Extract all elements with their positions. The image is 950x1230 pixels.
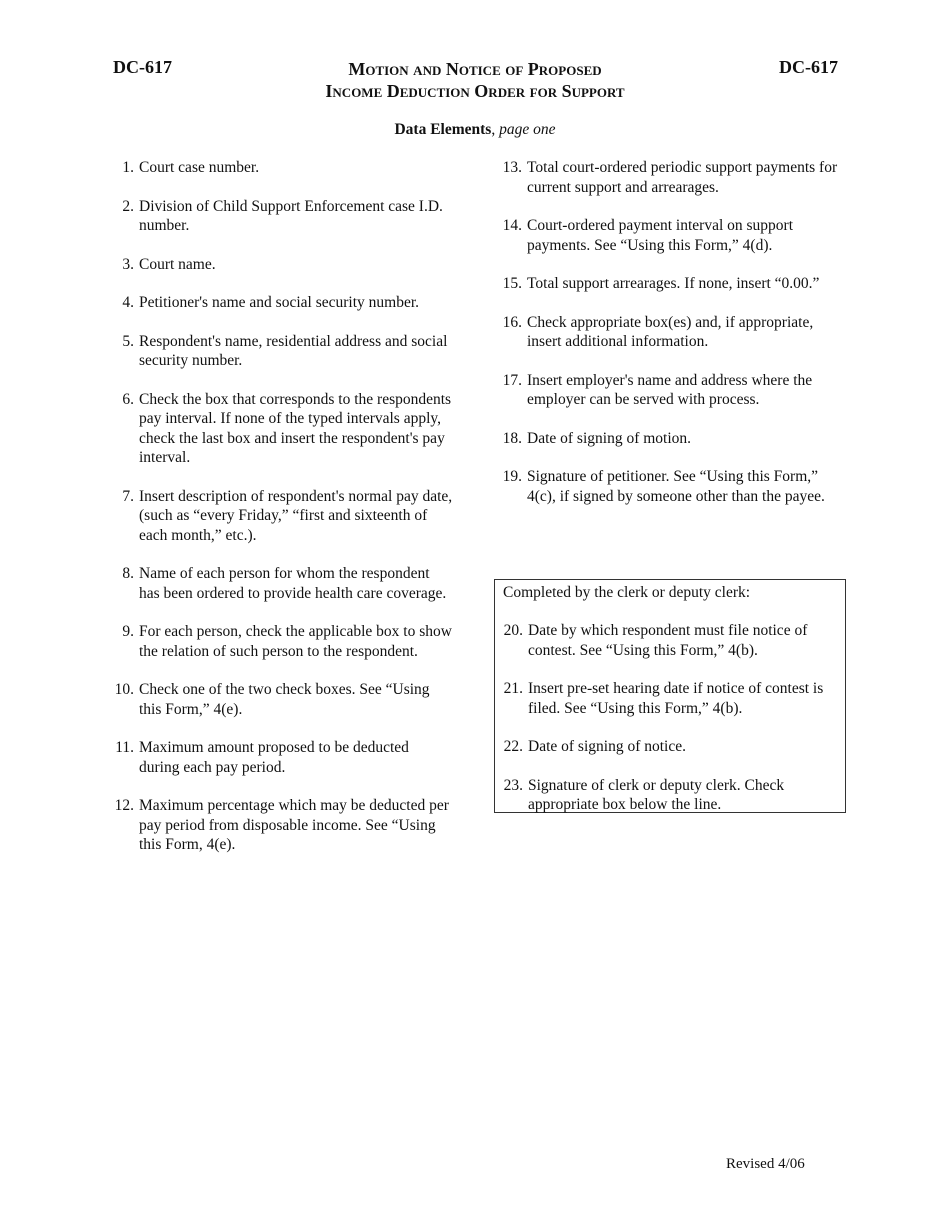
form-number-left: DC-617	[113, 57, 172, 77]
list-item	[496, 216, 841, 255]
item-text: Division of Child Support Enforcement case I.D. number.	[139, 197, 443, 234]
list-item	[108, 293, 453, 313]
list-item	[496, 371, 841, 410]
subtitle-bold: Data Elements	[394, 121, 492, 138]
list-item	[496, 158, 841, 197]
item-number: 20.	[503, 622, 523, 639]
item-text: Insert employer's name and address where the employer can be served with process.	[527, 371, 813, 408]
item-number: 9.	[122, 623, 134, 640]
item-text: Total court-ordered periodic support payments for current support and arrearages.	[527, 159, 838, 196]
item-text: Date by which respondent must file notice of contest. See “Using this Form,” 4(b).	[528, 622, 808, 659]
list-item	[497, 621, 837, 660]
clerk-section-heading: Completed by the clerk or deputy clerk:	[503, 584, 751, 601]
list-item	[108, 796, 453, 855]
item-text: Respondent's name, residential address and social security number.	[139, 332, 448, 369]
item-number: 4.	[122, 294, 134, 311]
item-number: 2.	[122, 197, 134, 215]
clerk-item-list	[497, 621, 837, 834]
list-item	[108, 564, 453, 603]
item-number: 15.	[502, 275, 522, 292]
list-item	[496, 313, 841, 352]
item-number: 5.	[122, 332, 134, 350]
item-number: 21.	[503, 680, 523, 697]
item-text: Signature of clerk or deputy clerk. Check appropriate box below the line.	[528, 776, 785, 813]
list-item	[497, 679, 837, 718]
item-number: 18.	[502, 429, 522, 447]
item-text: Name of each person for whom the respondent has been ordered to provide health care coverage.	[139, 565, 447, 602]
item-number: 10.	[114, 681, 134, 698]
form-number-right: DC-617	[779, 57, 838, 77]
page-title	[0, 58, 950, 102]
list-item	[108, 738, 453, 777]
item-text: Court case number.	[139, 159, 260, 176]
item-text: Signature of petitioner. See “Using this Form,” 4(c), if signed by someone other than the payee.	[527, 468, 825, 505]
item-text: Date of signing of notice.	[528, 738, 686, 755]
item-number: 14.	[502, 217, 522, 234]
page-subtitle	[0, 120, 950, 140]
list-item	[496, 429, 841, 449]
item-text: Maximum amount proposed to be deducted during each pay period.	[139, 739, 409, 776]
item-text: For each person, check the applicable box to show the relation of such person to the respondent.	[139, 623, 452, 660]
list-item	[496, 274, 841, 294]
list-item	[497, 737, 837, 757]
list-item	[108, 680, 453, 719]
list-item	[108, 332, 453, 371]
list-item	[108, 622, 453, 661]
item-number: 17.	[502, 371, 522, 389]
subtitle-italic: page one	[499, 121, 556, 138]
list-item	[108, 255, 453, 275]
item-number: 22.	[503, 738, 523, 755]
list-item	[497, 776, 837, 815]
title-line-2: Income Deduction Order for Support	[325, 81, 625, 101]
item-text: Check one of the two check boxes. See “Using this Form,” 4(e).	[139, 681, 430, 718]
item-text: Court-ordered payment interval on support payments. See “Using this Form,” 4(d).	[527, 217, 794, 254]
item-text: Total support arrearages. If none, insert “0.00.”	[527, 275, 820, 292]
title-line-1: Motion and Notice of Proposed	[348, 59, 602, 79]
item-number: 12.	[114, 797, 134, 814]
list-item	[108, 390, 453, 468]
right-item-list	[496, 158, 841, 525]
item-text: Insert description of respondent's normal pay date, (such as “every Friday,” “first and sixteenth of each month,” etc.).	[139, 487, 453, 544]
item-number: 1.	[122, 159, 134, 176]
list-item	[108, 197, 453, 236]
item-text: Court name.	[139, 255, 216, 273]
clerk-section-box	[494, 579, 846, 813]
item-number: 13.	[502, 159, 522, 176]
item-number: 8.	[122, 565, 134, 582]
list-item	[496, 467, 841, 506]
item-number: 16.	[502, 313, 522, 331]
item-number: 3.	[122, 255, 134, 273]
item-number: 23.	[503, 776, 523, 794]
list-item	[108, 487, 453, 546]
item-text: Check appropriate box(es) and, if appropriate, insert additional information.	[527, 313, 814, 350]
item-number: 11.	[115, 739, 134, 756]
item-number: 6.	[122, 390, 134, 408]
list-item	[108, 158, 453, 178]
item-text: Check the box that corresponds to the respondents pay interval. If none of the typed intervals apply, check the last box and insert the respondent's pay interval.	[139, 390, 452, 466]
item-number: 7.	[122, 487, 134, 505]
revision-date: Revised 4/06	[726, 1156, 805, 1172]
item-text: Insert pre-set hearing date if notice of contest is filed. See “Using this Form,” 4(b).	[528, 680, 824, 717]
item-text: Maximum percentage which may be deducted per pay period from disposable income. See “Using this Form, 4(e).	[139, 797, 449, 853]
item-text: Petitioner's name and social security number.	[139, 294, 419, 311]
item-text: Date of signing of motion.	[527, 429, 692, 447]
left-item-list	[108, 158, 453, 874]
item-number: 19.	[502, 468, 522, 485]
subtitle-separator: ,	[491, 121, 500, 138]
